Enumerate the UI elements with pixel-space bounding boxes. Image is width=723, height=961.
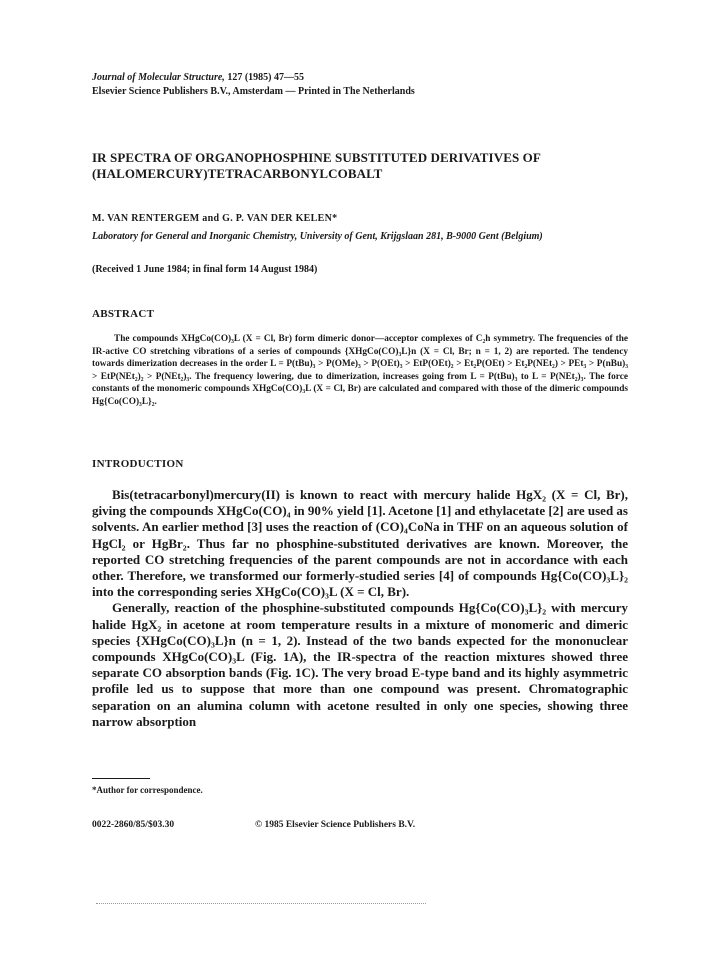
affiliation: Laboratory for General and Inorganic Chemistry, University of Gent, Krijgslaan 281, B-9000 Gent (Belgium) bbox=[92, 231, 543, 242]
received-dates: (Received 1 June 1984; in final form 14 August 1984) bbox=[92, 264, 318, 275]
journal-header bbox=[92, 71, 628, 99]
introduction-paragraph-1: Bis(tetracarbonyl)mercury(II) is known to react with mercury halide HgX₂ (X = Cl, Br), giving the compounds XHgCo(CO)₄ in 90% yield [1]. Acetone [1] and ethylacetate [2] are used as solvents. An earlier method [3] uses the reaction of (CO)₄CoNa in THF on an aqueous solution of HgCl₂ or HgBr₂. Thus far no phosphine-substituted derivatives are known. Moreover, the reported CO stretching frequencies of the parent compounds are not in accordance with each other. Therefore, we transformed our formerly-studied series [4] of compounds Hg{Co(CO)₃L}₂ into the corresponding series XHgCo(CO)₃L (X = Cl, Br). bbox=[92, 487, 628, 600]
authors: M. VAN RENTERGEM and G. P. VAN DER KELEN* bbox=[92, 213, 338, 224]
footnote: *Author for correspondence. bbox=[92, 785, 203, 795]
introduction-paragraph-2: Generally, reaction of the phosphine-substituted compounds Hg{Co(CO)₃L}₂ with mercury halide HgX₂ in acetone at room temperature results in a mixture of monomeric and dimeric species {XHgCo(CO)₃L}n (n = 1, 2). Instead of the two bands expected for the mononuclear compounds XHgCo(CO)₃L (Fig. 1A), the IR-spectra of the reaction mixtures showed three separate CO absorption bands (Fig. 1C). The very broad E-type band and its highly asymmetric profile led us to suppose that more than one compound was present. Chromatographic separation on an alumina column with acetone resulted in only one species, showing three narrow absorption bbox=[92, 600, 628, 729]
journal-volume: 127 (1985) 47—55 bbox=[227, 72, 304, 83]
abstract-body bbox=[92, 333, 628, 409]
introduction-body bbox=[92, 487, 628, 730]
footnote-rule bbox=[92, 778, 150, 779]
introduction-heading: INTRODUCTION bbox=[92, 458, 184, 470]
copyright-line: © 1985 Elsevier Science Publishers B.V. bbox=[255, 820, 416, 830]
paper-title: IR SPECTRA OF ORGANOPHOSPHINE SUBSTITUTED DERIVATIVES OF (HALOMERCURY)TETRACARBONYLCOBALT bbox=[92, 150, 541, 181]
abstract-text: The compounds XHgCo(CO)₃L (X = Cl, Br) form dimeric donor—acceptor complexes of C₂h symmetry. The frequencies of the IR-active CO stretching vibrations of a series of compounds {XHgCo(CO)₃L}n (X = Cl, Br; n = 1, 2) are reported. The tendency towards dimerization decreases in the order L = P(tBu)₃ > P(OMe)₃ > P(OEt)₃ > EtP(OEt)₂ > Et₂P(OEt) > Et₂P(NEt₂) > PEt₃ > P(nBu)₃ > EtP(NEt₂)₂ > P(NEt₂)₃. The frequency lowering, due to dimerization, increases going from L = P(tBu)₃ to L = P(NEt₂)₃. The force constants of the monomeric compounds XHgCo(CO)₃L (X = Cl, Br) are calculated and compared with those of the dimeric compounds Hg{Co(CO)₃L}₂. bbox=[92, 334, 628, 407]
scan-artifact bbox=[96, 903, 426, 906]
journal-name: Journal of Molecular Structure, bbox=[92, 72, 225, 83]
abstract-heading: ABSTRACT bbox=[92, 308, 155, 320]
issn-code: 0022-2860/85/$03.30 bbox=[92, 820, 175, 830]
publisher-line: Elsevier Science Publishers B.V., Amsterdam — Printed in The Netherlands bbox=[92, 86, 415, 97]
